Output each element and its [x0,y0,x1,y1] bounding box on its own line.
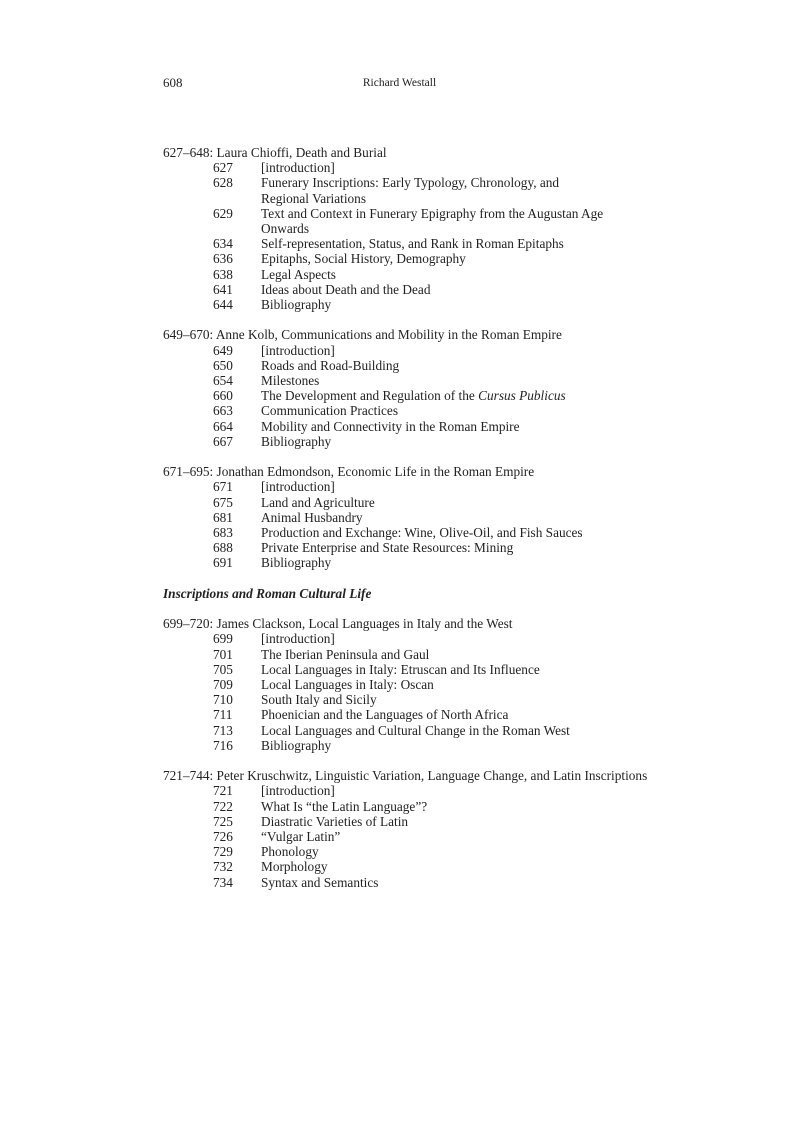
entry-title-text: Animal Husbandry [261,509,363,525]
entry-title-text: Local Languages in Italy: Oscan [261,677,434,693]
entry-page: 721 [213,783,233,799]
entry-title [261,282,606,297]
entry-page: 649 [213,342,233,358]
entry-page: 701 [213,646,233,662]
chapter-block [163,768,648,890]
entry-page: 683 [213,525,233,541]
entry-page: 710 [213,692,233,708]
entry-title [261,297,606,312]
entry-title-text: Production and Exchange: Wine, Olive-Oil, and Fish Sauces [261,525,583,541]
toc-entry [163,479,643,494]
toc-entry [163,403,643,418]
entry-title-text: Milestones [261,373,320,389]
entry-title [261,844,606,859]
entry-page: 726 [213,829,233,845]
toc-entry [163,799,643,814]
entry-title [261,540,606,555]
entry-title [261,251,606,266]
entry-title-italic: Cursus Publicus [478,388,566,404]
entry-title [261,388,606,403]
toc-entry [163,783,643,798]
entry-page: 627 [213,160,233,176]
toc-entry [163,495,643,510]
entry-title-text: Syntax and Semantics [261,874,379,890]
toc-entry [163,814,643,829]
toc-entry [163,525,643,540]
entry-page: 629 [213,205,233,221]
toc-entry [163,388,643,403]
toc-entry [163,707,643,722]
entry-title [261,707,606,722]
entry-title [261,525,606,540]
entry-title-text: Roads and Road-Building [261,357,400,373]
entry-title-text: Epitaphs, Social History, Demography [261,251,466,267]
entry-title [261,799,606,814]
entry-page: 636 [213,251,233,267]
chapter-block [163,616,643,753]
entry-title [261,662,606,677]
toc-entry [163,373,643,388]
entry-page: 722 [213,798,233,814]
toc-entry [163,510,643,525]
toc-entry [163,692,643,707]
entry-page: 644 [213,297,233,313]
entry-title [261,647,606,662]
running-head: Richard Westall [362,77,437,89]
entry-title-text: Local Languages in Italy: Etruscan and Its Influence [261,661,540,677]
entry-page: 713 [213,722,233,738]
chapter-heading: 721–744: Peter Kruschwitz, Linguistic Variation, Language Change, and Latin Inscriptions [163,768,648,784]
entry-title-text: Text and Context in Funerary Epigraphy from the Augustan Age Onwards [261,205,604,237]
entry-page: 691 [213,555,233,571]
toc-entry [163,829,643,844]
entry-page: 734 [213,874,233,890]
entry-title-text: What Is “the Latin Language”? [261,798,428,814]
toc-entry [163,875,643,890]
entry-title-text: Bibliography [261,555,332,571]
entry-title [261,175,606,205]
entry-title [261,403,606,418]
entry-title-text: [introduction] [261,783,335,799]
toc-entry [163,540,643,555]
entry-page: 667 [213,433,233,449]
entry-page: 711 [213,707,233,723]
entry-title-text: Communication Practices [261,403,399,419]
entry-title-text: [introduction] [261,160,335,176]
toc-entry [163,236,643,251]
entry-page: 709 [213,677,233,693]
entry-title [261,829,606,844]
table-of-contents [163,145,648,905]
chapter-block [163,464,643,570]
entry-page: 732 [213,859,233,875]
entry-page: 654 [213,373,233,389]
entry-title [261,875,606,890]
entry-title-text: Mobility and Connectivity in the Roman Empire [261,418,520,434]
entry-title [261,859,606,874]
toc-entry [163,297,643,312]
entry-page: 650 [213,357,233,373]
toc-entry [163,251,643,266]
entry-page: 725 [213,813,233,829]
entry-title-text: Morphology [261,859,328,875]
entry-title-text: Phonology [261,844,319,860]
entry-title [261,434,606,449]
chapter-heading: 671–695: Jonathan Edmondson, Economic Life in the Roman Empire [163,464,535,480]
entry-title [261,358,606,373]
entry-title [261,738,606,753]
entry-title-text: Bibliography [261,433,332,449]
entry-title-text: [introduction] [261,479,335,495]
entry-title-text: Private Enterprise and State Resources: Mining [261,540,514,556]
entry-title [261,343,606,358]
entry-page: 729 [213,844,233,860]
toc-entry [163,844,643,859]
entry-title [261,631,606,646]
entry-title [261,373,606,388]
entry-title-text: Funerary Inscriptions: Early Typology, Chronology, and Regional Variations [261,175,560,206]
entry-title [261,692,606,707]
toc-entry [163,555,643,570]
entry-title-text: Bibliography [261,737,332,753]
toc-entry [163,677,643,692]
entry-title [261,236,606,251]
entry-page: 671 [213,479,233,495]
toc-entry [163,160,643,175]
toc-entry [163,738,643,753]
entry-page: 675 [213,494,233,510]
chapter-block [163,327,643,449]
toc-entry [163,723,643,738]
entry-title [261,723,606,738]
entry-title-text: “Vulgar Latin” [261,829,341,845]
toc-entry [163,282,643,297]
toc-entry [163,343,643,358]
entry-title-text: The Development and Regulation of the [261,388,479,404]
toc-entry [163,358,643,373]
entry-page: 688 [213,540,233,556]
entry-page: 660 [213,388,233,404]
entry-title [261,206,606,236]
toc-entry [163,206,643,236]
entry-page: 681 [213,509,233,525]
entry-title-text: South Italy and Sicily [261,692,377,708]
entry-title [261,510,606,525]
toc-entry [163,175,643,205]
toc-entry [163,267,643,282]
entry-page: 638 [213,266,233,282]
entry-title [261,814,606,829]
entry-page: 628 [213,175,233,191]
entry-page: 699 [213,631,233,647]
entry-page: 664 [213,418,233,434]
entry-title [261,419,606,434]
entry-title [261,555,606,570]
entry-page: 634 [213,236,233,252]
toc-entry [163,647,643,662]
entry-title [261,783,606,798]
entry-title [261,479,606,494]
entry-title-text: Ideas about Death and the Dead [261,281,431,297]
entry-title [261,267,606,282]
chapter-heading: 699–720: James Clackson, Local Languages in Italy and the West [163,616,513,632]
entry-title [261,495,606,510]
entry-page: 716 [213,737,233,753]
page-number: 608 [163,75,183,90]
entry-title [261,160,606,175]
chapter-heading: 649–670: Anne Kolb, Communications and Mobility in the Roman Empire [163,327,562,343]
toc-entry [163,631,643,646]
entry-title-text: Diastratic Varieties of Latin [261,813,409,829]
toc-entry [163,419,643,434]
entry-title-text: Phoenician and the Languages of North Africa [261,707,509,723]
toc-entry [163,434,643,449]
section-heading: Inscriptions and Roman Cultural Life [163,585,372,601]
entry-page: 705 [213,661,233,677]
entry-page: 663 [213,403,233,419]
chapter-heading: 627–648: Laura Chioffi, Death and Burial [163,145,387,160]
entry-title-text: Land and Agriculture [261,494,375,510]
entry-title [261,677,606,692]
chapter-block [163,145,643,312]
entry-title-text: Legal Aspects [261,266,336,282]
entry-title-text: Local Languages and Cultural Change in the Roman West [261,722,570,738]
entry-title-text: Self-representation, Status, and Rank in Roman Epitaphs [261,236,564,252]
entry-title-text: [introduction] [261,342,335,358]
toc-entry [163,662,643,677]
entry-title-text: Bibliography [261,297,332,313]
entry-page: 641 [213,281,233,297]
entry-title-text: The Iberian Peninsula and Gaul [261,646,430,662]
toc-entry [163,859,643,874]
entry-title-text: [introduction] [261,631,335,647]
